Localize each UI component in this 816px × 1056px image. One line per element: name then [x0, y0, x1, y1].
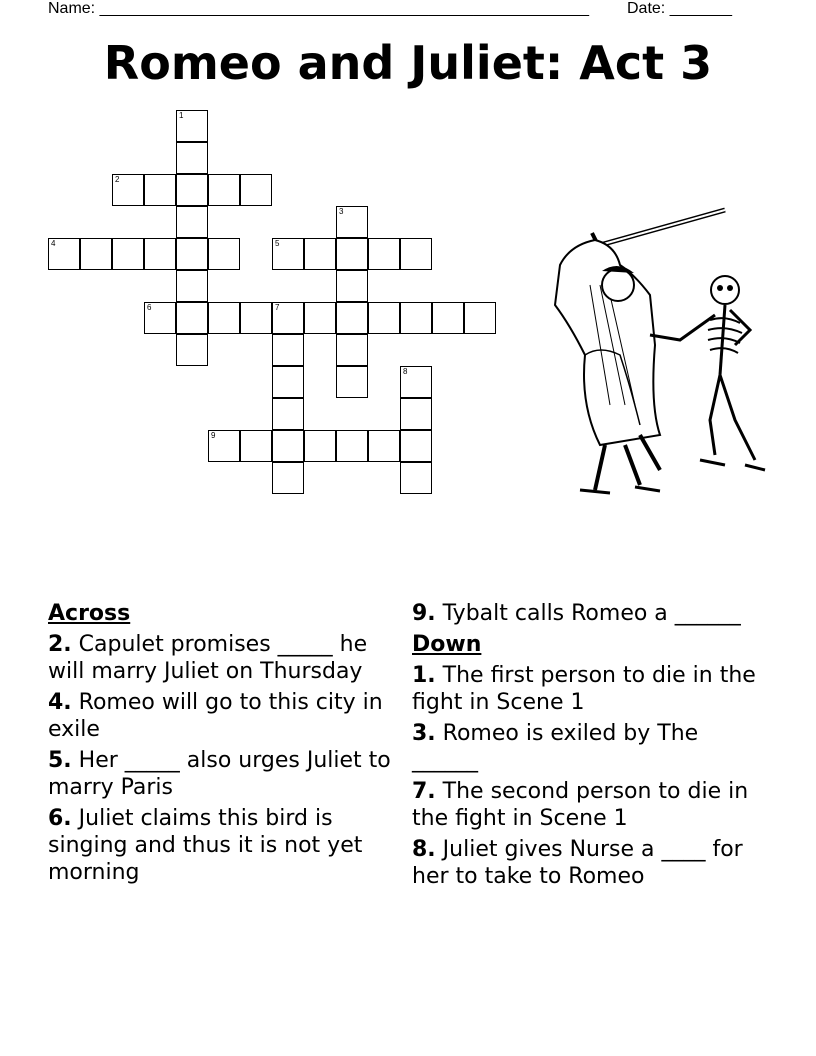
grid-cell[interactable]: [400, 430, 432, 462]
grid-cell[interactable]: [176, 238, 208, 270]
grid-cell[interactable]: [336, 430, 368, 462]
across-heading: Across: [48, 601, 131, 626]
grid-cell[interactable]: [176, 206, 208, 238]
grid-cell[interactable]: [112, 238, 144, 270]
clue-number: 9: [211, 431, 216, 440]
grid-cell[interactable]: [144, 174, 176, 206]
grid-cell[interactable]: [464, 302, 496, 334]
clue-number: 2: [115, 175, 120, 184]
clue-down-7: 7. The second person to die in the fight in Scene 1: [412, 779, 749, 831]
grid-cell[interactable]: [176, 174, 208, 206]
grid-cell[interactable]: [336, 238, 368, 270]
grid-cell[interactable]: [272, 462, 304, 494]
right-clues-column: [412, 600, 757, 894]
clue-number: 3: [339, 207, 344, 216]
grid-cell-8[interactable]: [400, 366, 432, 398]
clue-down-3: 3. Romeo is exiled by The ______: [412, 721, 699, 773]
grid-cell[interactable]: [176, 302, 208, 334]
grid-cell[interactable]: [304, 238, 336, 270]
grid-cell[interactable]: [240, 430, 272, 462]
name-label: Name:: [48, 0, 96, 17]
grid-cell-5[interactable]: [272, 238, 304, 270]
grid-cell-9[interactable]: [208, 430, 240, 462]
date-label: Date:: [627, 0, 666, 17]
grid-cell-6[interactable]: [144, 302, 176, 334]
grid-cell[interactable]: [272, 398, 304, 430]
clue-number: 4: [51, 239, 56, 248]
grid-cell[interactable]: [80, 238, 112, 270]
clue-across-2: 2. Capulet promises _____ he will marry Juliet on Thursday: [48, 632, 368, 684]
page-title: Romeo and Juliet: Act 3: [103, 36, 713, 90]
clue-across-6: 6. Juliet claims this bird is singing and thus it is not yet morning: [48, 806, 363, 885]
across-clues: [48, 600, 393, 890]
grid-cell[interactable]: [400, 398, 432, 430]
grid-cell[interactable]: [400, 238, 432, 270]
grid-cell-7[interactable]: [272, 302, 304, 334]
grid-cell[interactable]: [432, 302, 464, 334]
clue-down-8: 8. Juliet gives Nurse a ____ for her to take to Romeo: [412, 837, 743, 889]
clue-across-5: 5. Her _____ also urges Juliet to marry Paris: [48, 748, 391, 800]
grid-cell-2[interactable]: [112, 174, 144, 206]
clue-down-1: 1. The first person to die in the fight in Scene 1: [412, 663, 756, 715]
grid-cell[interactable]: [272, 366, 304, 398]
grid-cell[interactable]: [176, 334, 208, 366]
grid-cell-3[interactable]: [336, 206, 368, 238]
clue-number: 1: [179, 111, 184, 120]
grid-cell[interactable]: [336, 334, 368, 366]
date-line: _______: [669, 0, 732, 17]
grid-cell[interactable]: [208, 238, 240, 270]
grid-cell[interactable]: [240, 174, 272, 206]
grid-cell-4[interactable]: [48, 238, 80, 270]
grid-cell[interactable]: [272, 334, 304, 366]
down-heading: Down: [412, 632, 482, 657]
grid-cell[interactable]: [368, 302, 400, 334]
dance-of-death-illustration: [540, 205, 770, 500]
grid-cell[interactable]: [272, 430, 304, 462]
clue-number: 5: [275, 239, 280, 248]
grid-cell[interactable]: [304, 430, 336, 462]
grid-cell[interactable]: [144, 238, 176, 270]
grid-cell[interactable]: [368, 238, 400, 270]
grid-cell[interactable]: [208, 174, 240, 206]
grid-cell[interactable]: [400, 302, 432, 334]
clue-number: 6: [147, 303, 152, 312]
grid-cell[interactable]: [400, 462, 432, 494]
grid-cell[interactable]: [208, 302, 240, 334]
grid-cell[interactable]: [176, 270, 208, 302]
clue-across-9: 9. Tybalt calls Romeo a ______: [412, 601, 741, 626]
grid-cell[interactable]: [336, 366, 368, 398]
grid-cell[interactable]: [176, 142, 208, 174]
clue-number: 7: [275, 303, 280, 312]
clue-number: 8: [403, 367, 408, 376]
grid-cell[interactable]: [368, 430, 400, 462]
grid-cell-1[interactable]: [176, 110, 208, 142]
grid-cell[interactable]: [240, 302, 272, 334]
clue-across-4: 4. Romeo will go to this city in exile: [48, 690, 383, 742]
name-line: _______________________________________________________: [99, 0, 589, 17]
grid-cell[interactable]: [304, 302, 336, 334]
grid-cell[interactable]: [336, 302, 368, 334]
grid-cell[interactable]: [336, 270, 368, 302]
